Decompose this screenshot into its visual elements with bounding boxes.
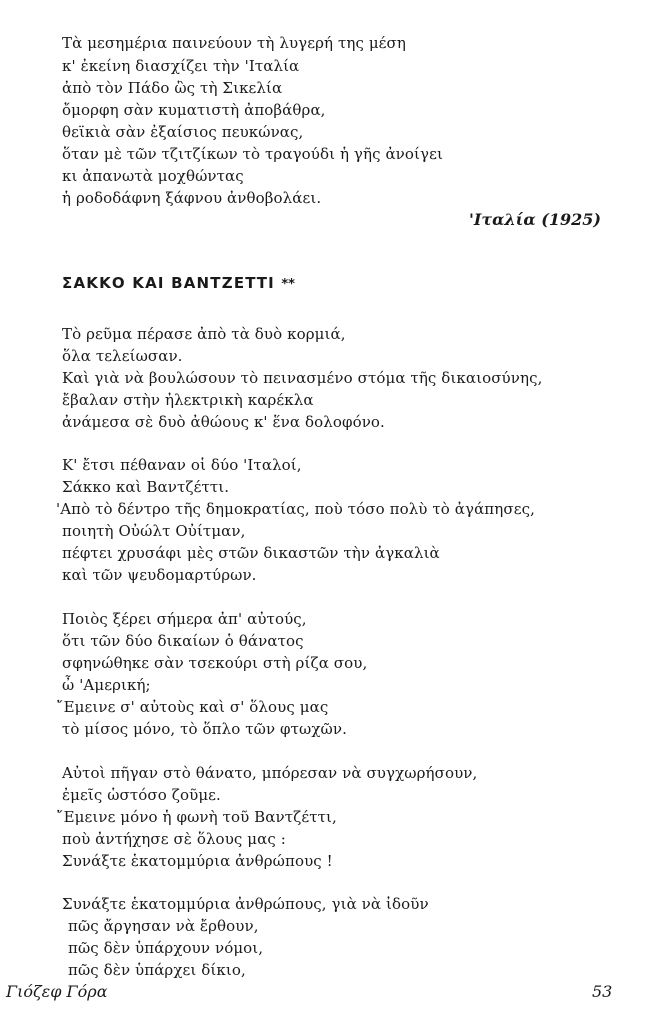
verse-line: κι ἀπανωτὰ μοχθώντας [62,167,244,185]
poem-attribution: 'Ιταλία (1925) [469,210,601,229]
verse-line: Συνάξτε ἑκατομμύρια ἀνθρώπους ! [62,852,333,870]
verse-line: Τὸ ρεῦμα πέρασε ἀπὸ τὰ δυὸ κορμιά, [62,325,346,343]
verse-line: ὅτι τῶν δύο δικαίων ὁ θάνατος [62,632,304,650]
verse-line: 'Απὸ τὸ δέντρο τῆς δημοκρατίας, ποὺ τόσο πολὺ τὸ ἀγάπησες, [56,500,535,518]
poem-title-text: ΣΑΚΚΟ ΚΑΙ ΒΑΝΤΖΕΤΤΙ [62,274,275,292]
verse-line: πῶς δὲν ὑπάρχει δίκιο, [68,961,246,979]
verse-line: Αὐτοὶ πῆγαν στὸ θάνατο, μπόρεσαν νὰ συγχωρήσουν, [62,764,478,782]
verse-line: ῎Εμεινε μόνο ἡ φωνὴ τοῦ Βαντζέττι, [56,808,337,826]
verse-line: θεϊκιὰ σὰν ἐξαίσιος πευκώνας, [62,123,304,141]
verse-line: κ' ἐκείνη διασχίζει τὴν 'Ιταλία [62,57,300,75]
verse-line: Συνάξτε ἑκατομμύρια ἀνθρώπους, γιὰ νὰ ἰδοῦν [62,895,429,913]
page-number: 53 [592,982,613,1001]
verse-line: Σάκκο καὶ Βαντζέττι. [62,478,230,496]
verse-line: Κ' ἔτσι πέθαναν οἱ δύο 'Ιταλοί, [62,456,302,474]
verse-line: Τὰ μεσημέρια παινεύουν τὴ λυγερή της μέση [62,34,406,52]
verse-line: ποιητὴ Οὐώλτ Οὐίτμαν, [62,522,246,540]
verse-line: ὦ 'Αμερική; [62,676,151,694]
verse-line: ἀπὸ τὸν Πάδο ὣς τὴ Σικελία [62,79,283,97]
verse-line: ὄμορφη σὰν κυματιστὴ ἀποβάθρα, [62,101,326,119]
verse-line: τὸ μίσος μόνο, τὸ ὅπλο τῶν φτωχῶν. [62,720,347,738]
verse-line: ῎Εμεινε σ' αὐτοὺς καὶ σ' ὅλους μας [56,698,329,716]
running-footer-author: Γιόζεφ Γόρα [6,982,108,1001]
verse-line: ἀνάμεσα σὲ δυὸ ἀθώους κ' ἕνα δολοφόνο. [62,413,385,431]
verse-line: καὶ τῶν ψευδομαρτύρων. [62,566,257,584]
verse-line: ὅλα τελείωσαν. [62,347,183,365]
verse-line: ἐμεῖς ὡστόσο ζοῦμε. [62,786,221,804]
verse-line: ποὺ ἀντήχησε σὲ ὅλους μας : [62,830,286,848]
verse-line: Καὶ γιὰ νὰ βουλώσουν τὸ πεινασμένο στόμα τῆς δικαιοσύνης, [62,369,543,387]
footnote-mark: ** [281,277,295,292]
verse-line: ἔβαλαν στὴν ἠλεκτρικὴ καρέκλα [62,391,314,409]
verse-line: πέφτει χρυσάφι μὲς στῶν δικαστῶν τὴν ἀγκαλιὰ [62,544,440,562]
verse-line: σφηνώθηκε σὰν τσεκούρι στὴ ρίζα σου, [62,654,368,672]
verse-line: πῶς δὲν ὑπάρχουν νόμοι, [68,939,264,957]
verse-line: πῶς ἄργησαν νὰ ἔρθουν, [68,917,259,935]
verse-line: ὅταν μὲ τῶν τζιτζίκων τὸ τραγούδι ἡ γῆς ἀνοίγει [62,145,443,163]
verse-line: Ποιὸς ξέρει σήμερα ἀπ' αὐτούς, [62,610,307,628]
verse-line: ἡ ροδοδάφνη ξάφνου ἀνθοβολάει. [62,189,322,207]
poem-title [62,274,295,292]
